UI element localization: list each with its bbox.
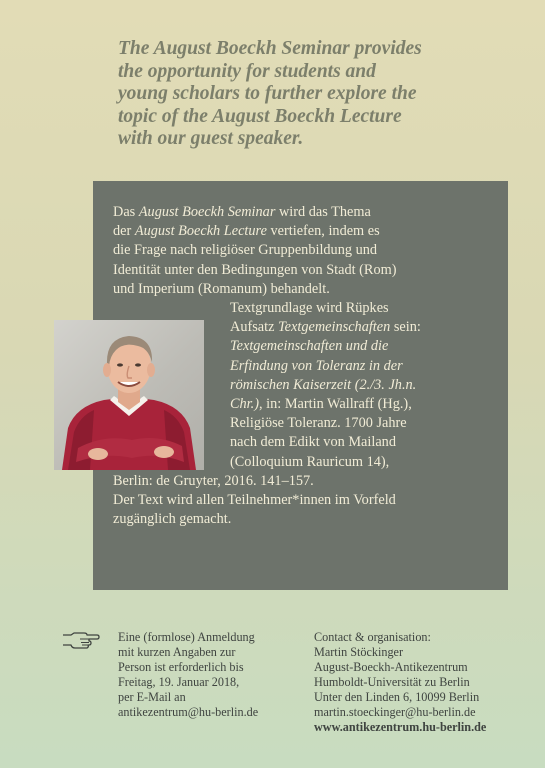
text-span: und Imperium (Romanum) behandelt.: [113, 280, 330, 297]
intro-line: The August Boeckh Seminar provides: [118, 38, 422, 59]
text-line: (Colloquium Rauricum 14),: [230, 453, 390, 470]
contact-name: Martin Stöckinger: [314, 645, 404, 659]
registration-email-link[interactable]: antikezentrum@hu-berlin.de: [118, 705, 259, 719]
text-line: Erfindung von Toleranz in der: [230, 357, 403, 374]
article-title: Textgemeinschaften: [278, 319, 391, 336]
speaker-photo: [54, 320, 204, 470]
text-line: Berlin: de Gruyter, 2016. 141–157.: [113, 472, 314, 489]
registration-line: per E-Mail an: [118, 690, 186, 704]
text-span: sein:: [390, 319, 421, 336]
contact-address: Unter den Linden 6, 10099 Berlin: [314, 690, 480, 704]
text-line: Textgrundlage wird Rüpkes: [230, 300, 389, 317]
contact-heading: Contact & organisation:: [314, 630, 431, 644]
intro-heading: [118, 38, 508, 151]
text-line: Textgemeinschaften und die: [230, 338, 389, 355]
intro-line: the opportunity for students and: [118, 60, 376, 82]
text-span: die Frage nach religiöser Gruppenbildung und: [113, 242, 378, 259]
registration-line: Person ist erforderlich bis: [118, 660, 244, 674]
intro-line: young scholars to further explore the: [118, 83, 417, 104]
text-span: Das: [113, 204, 139, 220]
registration-line: Eine (formlose) Anmeldung: [118, 630, 255, 644]
text-line: römischen Kaiserzeit (2./3. Jh.n.: [230, 376, 417, 393]
registration-deadline: Freitag, 19. Januar 2018,: [118, 675, 240, 689]
contact-email-link[interactable]: martin.stoeckinger@hu-berlin.de: [314, 705, 476, 719]
seminar-paragraph: [113, 203, 498, 299]
text-span: vertiefen, indem es: [266, 223, 380, 240]
text-span: wird das Thema: [275, 204, 371, 220]
speaker-portrait-illustration: [54, 320, 204, 470]
text-span: der: [113, 223, 135, 240]
registration-line: mit kurzen Angaben zur: [118, 645, 236, 659]
lecture-title: August Boeckh Lecture: [134, 223, 267, 240]
text-span: Aufsatz: [230, 319, 279, 336]
text-line: Religiöse Toleranz. 1700 Jahre: [230, 415, 407, 432]
seminar-title: August Boeckh Seminar: [138, 204, 276, 220]
intro-line: with our guest speaker.: [118, 128, 304, 149]
contact-info: [314, 630, 529, 735]
registration-info: [118, 630, 296, 720]
pointing-hand-icon: [62, 630, 100, 650]
text-line: zugänglich gemacht.: [113, 511, 232, 528]
text-span: , in: Martin Wallraff (Hg.),: [259, 396, 412, 413]
intro-line: topic of the August Boeckh Lecture: [118, 105, 402, 127]
text-line: Der Text wird allen Teilnehmer*innen im Vorfeld: [113, 492, 396, 509]
text-span: Identität unter den Bedingungen von Stadt (Rom): [113, 261, 397, 278]
website-link[interactable]: www.antikezentrum.hu-berlin.de: [314, 720, 487, 734]
text-line: nach dem Edikt von Mailand: [230, 434, 396, 451]
contact-line: August-Boeckh-Antikezentrum: [314, 660, 468, 674]
text-span: Chr.): [230, 396, 259, 413]
contact-line: Humboldt-Universität zu Berlin: [314, 675, 470, 689]
